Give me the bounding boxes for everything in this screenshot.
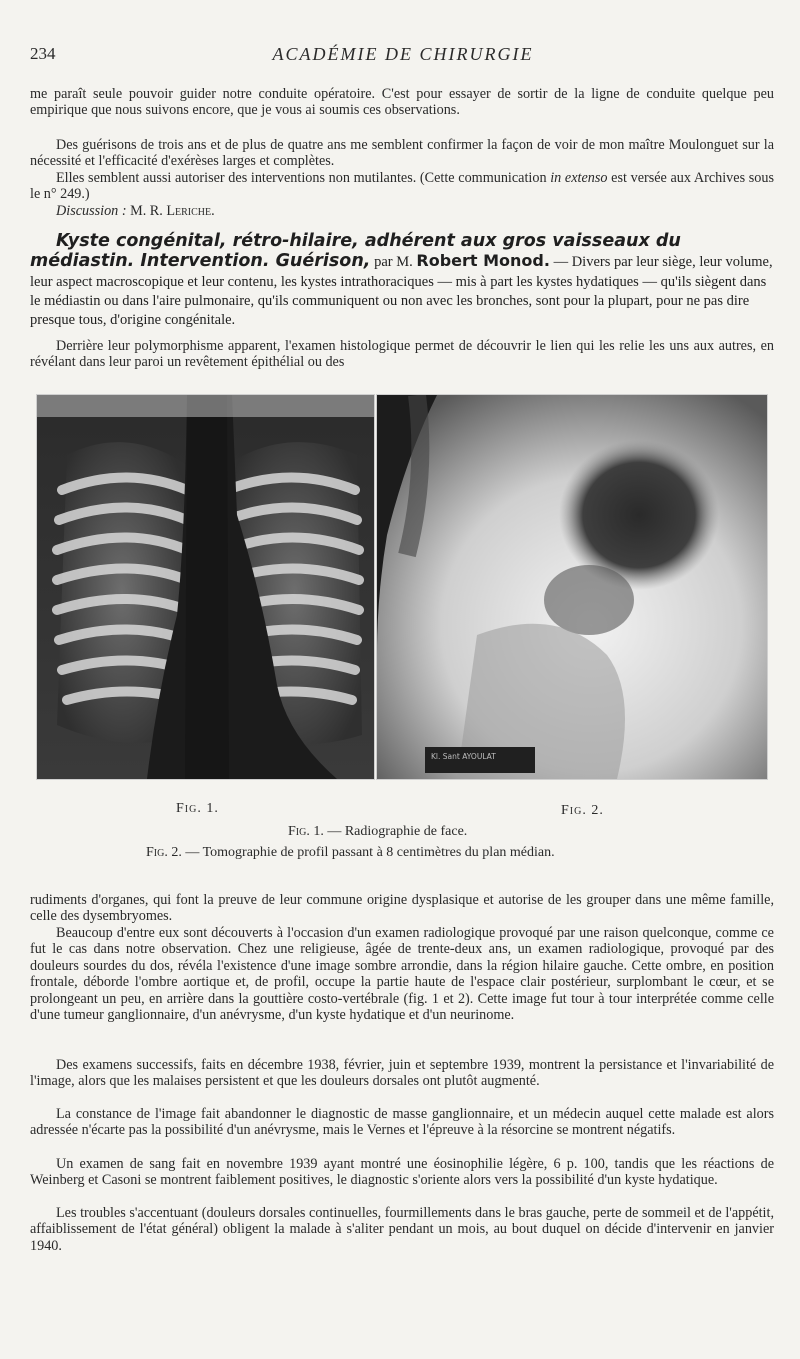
body-paragraph-1 xyxy=(30,892,774,925)
case-par: par M. xyxy=(370,254,417,270)
intro-text-3a: Elles semblent aussi autoriser des interventions non mutilantes. (Cette communication xyxy=(56,170,551,186)
discussion-label: Discussion : xyxy=(56,203,127,219)
body-text-3: Des examens successifs, faits en décembre 1938, février, juin et septembre 1939, montrent la persistance et l'invariabilité de l'image, alors que les malaises persistent et que les douleurs dorsales ont plutôt augmenté. xyxy=(30,1057,774,1090)
figure-2-tomograph xyxy=(376,394,768,780)
body-paragraph-5 xyxy=(30,1156,774,1189)
body-paragraph-4 xyxy=(30,1106,774,1139)
case-title: Kyste congénital, rétro-hilaire, adhérent aux gros vaisseaux du médiastin. Intervention. Guérison, xyxy=(30,231,681,271)
chest-xray-frontal-image xyxy=(37,395,374,779)
body-paragraph-2 xyxy=(30,925,774,1023)
case-lead-text: — Divers par leur siège, leur volume, leur aspect macroscopique et leur contenu, les kystes intrathoraciques — mis à part les kystes hydatiques — qu'ils siègent dans le médiastin ou dans l'aire pulmonaire, qu'ils communiquent ou non avec les bronches, sont pour la plupart, pour ne pas dire presque tous, d'origine congénitale. xyxy=(30,254,773,328)
discussion-name: Leriche. xyxy=(166,203,215,219)
case-paragraph-2 xyxy=(30,338,774,371)
body-text-1: rudiments d'organes, qui font la preuve de leur commune origine dysplasique et autorise de les grouper dans une même famille, celle des dysembryomes. xyxy=(30,892,774,925)
case-heading xyxy=(30,232,780,329)
page-number: 234 xyxy=(30,44,56,63)
body-text-4: La constance de l'image fait abandonner le diagnostic de masse ganglionnaire, et un médecin auquel cette malade est alors adressée n'écarte pas la possibilité d'un anévrysme, mais le Vernes et l'épreuve à la résorcine se montrent négatifs. xyxy=(30,1106,774,1139)
case-author: Robert Monod. xyxy=(416,251,550,270)
intro-text-1: me paraît seule pouvoir guider notre conduite opératoire. C'est pour essayer de sortir de la ligne de conduite quelque peu empirique que nous suivons encore, que je vous ai soumis ces observations. xyxy=(30,86,774,119)
body-text-6: Les troubles s'accentuant (douleurs dorsales continuelles, fourmillements dans le bras gauche, perte de sommeil et de l'appétit, affaiblissement de l'état général) obligent la malade à s'aliter pendant un mois, au bout duquel on décide d'intervenir en janvier 1940. xyxy=(30,1205,774,1254)
figure-1-radiograph xyxy=(36,394,375,780)
discussion-name-prefix: M. R. xyxy=(126,203,167,219)
intro-text-3-italic: in extenso xyxy=(550,170,608,186)
body-text-2: Beaucoup d'entre eux sont découverts à l'occasion d'un examen radiologique provoqué par une raison quelconque, comme ce fut le cas dans notre observation. Chez une religieuse, âgée de trente-deux ans, un examen radiologique, provoqué par des douleurs sourdes du dos, révéla l'existence d'une image sombre arrondie, dans la région hilaire gauche. Cette ombre, en position frontale, déborde l'ombre aortique et, de profil, occupe la partie haute de l'espace clair postérieur, surplombant le cœur, et se prolongeant un peu, en arrière dans la gouttière costo-vertébrale (fig. 1 et 2). Cette image fut tour à tour interprétée comme celle d'une tumeur ganglionnaire, d'un anévrysme, d'un kyste hydatique et d'un neurinome. xyxy=(30,925,774,1024)
caption-figure-2 xyxy=(146,845,555,861)
figure-1-label: Fig. 1. xyxy=(176,801,219,816)
radiology-stamp: Kl. Sant AYOULAT xyxy=(431,752,496,761)
figure-2-label: Fig. 2. xyxy=(561,803,604,818)
body-paragraph-3 xyxy=(30,1057,774,1090)
intro-paragraph-3 xyxy=(30,170,774,203)
discussion-line xyxy=(30,203,774,219)
intro-text-2: Des guérisons de trois ans et de plus de quatre ans me semblent confirmer la façon de voir de mon maître Moulonguet sur la nécessité et l'efficacité d'exérèses larges et complètes. xyxy=(30,137,774,170)
caption-2-prefix: Fig. 2. xyxy=(146,845,182,860)
intro-text-3b: est versée aux Archives sous le n° 249.) xyxy=(30,170,775,203)
caption-2-text: — Tomographie de profil passant à 8 centimètres du plan médian. xyxy=(181,845,555,860)
intro-paragraph-1 xyxy=(30,86,774,119)
case-text-2: Derrière leur polymorphisme apparent, l'examen histologique permet de découvrir le lien qui les relie les uns aux autres, en révélant dans leur paroi un revêtement épithélial ou des xyxy=(30,338,774,371)
intro-paragraph-2 xyxy=(30,137,774,170)
caption-1-prefix: Fig. 1. xyxy=(288,824,324,839)
body-text-5: Un examen de sang fait en novembre 1939 ayant montré une éosinophilie légère, 6 p. 100, tandis que les réactions de Weinberg et Casoni se montrent faiblement positives, le diagnostic s'oriente alors vers la possibilité d'un kyste hydatique. xyxy=(30,1156,774,1189)
caption-figure-1 xyxy=(288,824,467,840)
running-title: ACADÉMIE DE CHIRURGIE xyxy=(272,44,534,64)
body-paragraph-6 xyxy=(30,1205,774,1254)
caption-1-text: — Radiographie de face. xyxy=(323,824,468,839)
lateral-tomography-image xyxy=(377,395,767,779)
page-header xyxy=(30,44,776,68)
